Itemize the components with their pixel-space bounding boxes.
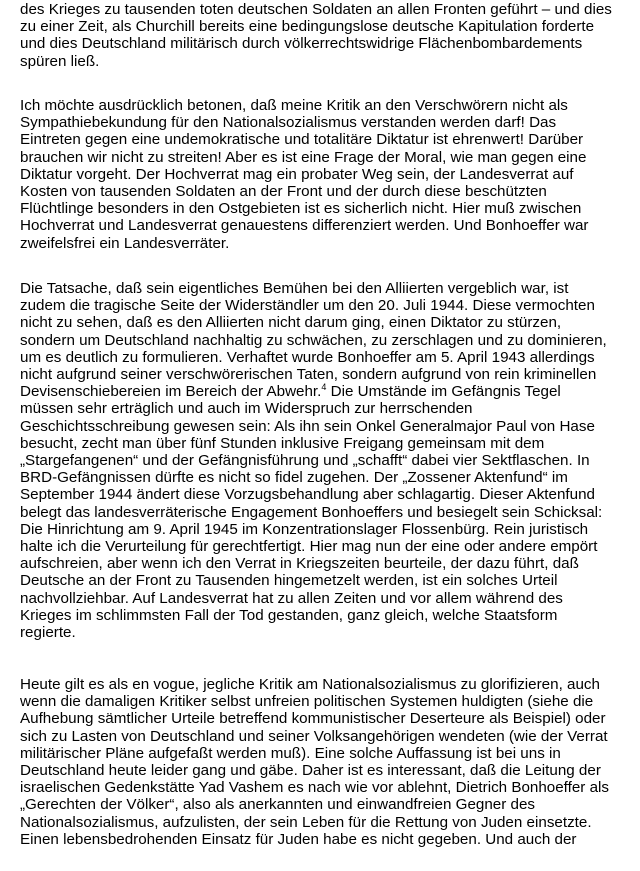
text-line: Hochverrat und Landesverrat genauestens differenziert werden. Und Bonhoeffer war bbox=[20, 217, 589, 235]
text-line: Eintreten gegen eine undemokratische und totalitäre Diktatur ist ehrenwert! Darüber bbox=[20, 131, 584, 149]
text-line: und dies Deutschland militärisch durch völkerrechtswidrige Flächenbombardements bbox=[20, 35, 583, 53]
text-line: spüren ließ. bbox=[20, 52, 100, 70]
text-line: sich zu Lasten von Deutschland und seiner Volksangehörigen wendeten (wie der Verrat bbox=[20, 727, 608, 745]
text-line: Heute gilt es als en vogue, jegliche Kritik am Nationalsozialismus zu glorifizieren, auch bbox=[20, 676, 600, 693]
text-line: militärischer Pläne aufgefaßt werden muß). Eine solche Auffassung ist bei uns in bbox=[20, 744, 561, 762]
text-line: Die Hinrichtung am 9. April 1945 im Konzentrationslager Flossenbürg. Rein juristisch bbox=[20, 520, 589, 538]
text-line: aufschreien, aber wenn ich den Verrat in Kriegszeiten beurteile, der dazu führt, daß bbox=[20, 555, 579, 573]
text-line: belegt das landesverräterische Engagement Bonhoeffers und besiegelt sein Schicksal: bbox=[20, 503, 603, 521]
text-line: israelischen Gedenkstätte Yad Vashem es nach wie vor ablehnt, Dietrich Bonhoeffer als bbox=[20, 779, 609, 797]
text-line: „Gerechten der Völker“, also als anerkannten und einwandfreien Gegner des bbox=[20, 796, 535, 814]
text-line: Aufhebung sämtlicher Urteile betreffend kommunistischer Deserteure als Beispiel) oder bbox=[20, 710, 606, 728]
text-line: Deutsche an der Front zu Tausenden hingemetzelt werden, ist ein solches Urteil bbox=[20, 572, 558, 590]
text-line: Ich möchte ausdrücklich betonen, daß meine Kritik an den Verschwörern nicht als bbox=[20, 97, 568, 114]
text-line: sondern um Deutschland nachhaltig zu schwächen, zu zerschlagen und zu dominieren, bbox=[20, 331, 607, 349]
text-line: halte ich die Verurteilung für gerechtfertigt. Hier mag nun der eine oder andere empört bbox=[20, 538, 598, 556]
text-line: regierte. bbox=[20, 624, 76, 642]
text-line: zu einer Zeit, als Churchill bereits eine bedingungslose deutsche Kapitulation forderte bbox=[20, 18, 595, 36]
text-line: Einen lebensbedrohenden Einsatz für Juden habe es nicht gegeben. Und auch der bbox=[20, 830, 577, 848]
text-line: nicht aufgrund seiner verschwörerischen Taten, sondern aufgrund von rein kriminellen bbox=[20, 366, 597, 384]
text-line: BRD-Gefängnissen dürfte es nicht so fidel zugehen. Der „Zossener Aktenfund“ im bbox=[20, 469, 568, 487]
text-segment: Devisenschiebereien im Bereich der Abwehr. bbox=[20, 383, 322, 401]
text-line: besucht, zecht man über fünf Stunden inklusive Freigang gemeinsam mit dem bbox=[20, 434, 545, 452]
footnote-marker[interactable]: 4 bbox=[321, 382, 327, 393]
paragraph-4 bbox=[20, 676, 638, 848]
text-line: um es deutlich zu formulieren. Verhaftet wurde Bonhoeffer am 5. April 1943 allerdings bbox=[20, 348, 595, 366]
text-segment: Die Umstände im Gefängnis Tegel bbox=[326, 383, 561, 401]
text-line: Nationalsozialismus, aufzulisten, der sein Leben für die Rettung von Juden einsetzte. bbox=[20, 813, 592, 831]
text-line: Geschichtsschreibung gewesen sein: Als ihn sein Onkel Generalmajor Paul von Hase bbox=[20, 417, 595, 435]
paragraph-3 bbox=[20, 280, 638, 641]
text-line: müssen sehr erträglich und auch im Widerspruch zur herrschenden bbox=[20, 400, 473, 418]
text-line: Deutschland heute leider gang und gäbe. Daher ist es interessant, daß die Leitung der bbox=[20, 762, 601, 780]
text-line: nachvollziehbar. Auf Landesverrat hat zu allen Zeiten und vor allem während des bbox=[20, 589, 563, 607]
text-line: Die Tatsache, daß sein eigentliches Bemühen bei den Alliierten vergeblich war, ist bbox=[20, 280, 569, 297]
text-line: Krieges im schlimmsten Fall der Tod gestanden, ganz gleich, welche Staatsform bbox=[20, 606, 558, 624]
text-line: des Krieges zu tausenden toten deutschen Soldaten an allen Fronten geführt – und dies bbox=[20, 1, 612, 18]
text-line-with-footnote bbox=[20, 383, 638, 400]
text-line: zudem die tragische Seite der Widerständler um den 20. Juli 1944. Diese vermochten bbox=[20, 297, 595, 315]
text-line: zweifelsfrei ein Landesverräter. bbox=[20, 234, 230, 252]
text-line: nicht zu sehen, daß es den Alliierten nicht darum ging, einen Diktator zu stürzen, bbox=[20, 314, 562, 332]
text-line: Diktatur vorgeht. Der Hochverrat mag ein probater Weg sein, der Landesverrat auf bbox=[20, 165, 574, 183]
text-line: Kosten von tausenden Soldaten an der Front und der durch diese beschützten bbox=[20, 183, 547, 201]
paragraph-2 bbox=[20, 97, 638, 252]
paragraph-1 bbox=[20, 1, 638, 70]
text-line: wenn die damaligen Kritiker selbst unfreien politischen Systemen huldigten (siehe die bbox=[20, 693, 594, 711]
text-line: Flüchtlinge besonders in den Ostgebieten ist es sicherlich nicht. Hier muß zwischen bbox=[20, 200, 582, 218]
text-line: brauchen wir nicht zu streiten! Aber es ist eine Frage der Moral, wie man gegen eine bbox=[20, 148, 587, 166]
text-line: „Stargefangenen“ und der Gefängnisführung und „schafft“ dabei vier Sektflaschen. In bbox=[20, 452, 590, 470]
text-line: September 1944 ändert diese Vorzugsbehandlung aber schlagartig. Dieser Aktenfund bbox=[20, 486, 595, 504]
text-line: Sympathiebekundung für den Nationalsozialismus verstanden werden darf! Das bbox=[20, 114, 557, 132]
